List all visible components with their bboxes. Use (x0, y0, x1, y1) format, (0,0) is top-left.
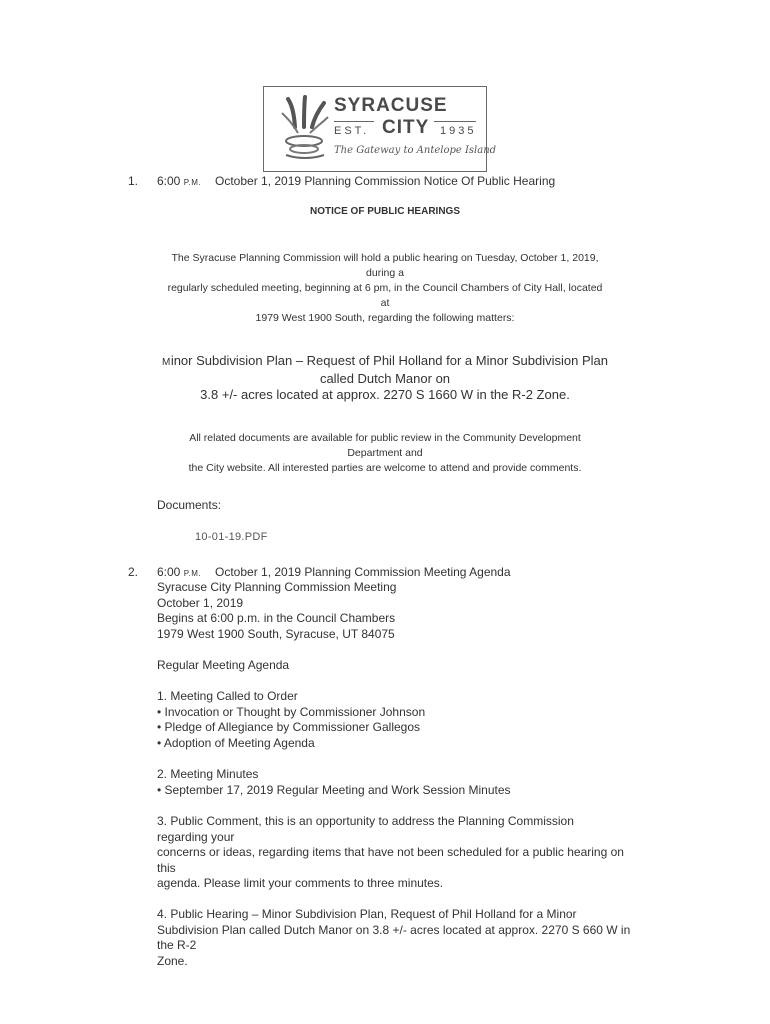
documents-label: Documents: (157, 498, 222, 512)
agenda-line: 2. Meeting Minutes (157, 767, 259, 781)
item-1-time: 6:00 P.M. (157, 174, 202, 188)
document-link[interactable]: 10-01-19.PDF (195, 531, 268, 543)
item-2-title[interactable]: October 1, 2019 Planning Commission Meeting Agenda (215, 565, 511, 579)
meeting-header-line: Syracuse City Planning Commission Meeting (157, 580, 397, 594)
agenda-line: 1. Meeting Called to Order (157, 689, 298, 703)
agenda-title: Regular Meeting Agenda (157, 658, 290, 672)
notice-matter-line: called Dutch Manor on (319, 371, 451, 386)
agenda-line: 4. Public Hearing – Minor Subdivision Plan, Request of Phil Holland for a Minor (157, 907, 577, 921)
cattail-icon (274, 93, 334, 165)
notice-intro-line: at (380, 297, 390, 309)
logo-est: EST. (334, 125, 370, 137)
agenda-section-2 (157, 767, 511, 798)
logo-rule-right (434, 121, 476, 122)
agenda-line: • Pledge of Allegiance by Commissioner Gallegos (157, 720, 421, 734)
logo-name: SYRACUSE (334, 95, 448, 116)
agenda-line: 3. Public Comment, this is an opportunity to address the Planning Commission (157, 814, 574, 828)
agenda-line: • September 17, 2019 Regular Meeting and Work Session Minutes (157, 782, 511, 797)
notice-intro-line: regularly scheduled meeting, beginning at 6 pm, in the Council Chambers of City Hall, located (167, 282, 603, 294)
logo-tagline: The Gateway to Antelope Island (334, 145, 497, 156)
logo-year: 1935 (440, 125, 477, 137)
notice-review-line: the City website. All interested parties are welcome to attend and provide comments. (188, 462, 582, 474)
notice-intro-line: The Syracuse Planning Commission will hold a public hearing on Tuesday, October 1, 2019, (171, 252, 599, 264)
agenda-line: Zone. (157, 953, 188, 968)
notice-intro (0, 251, 770, 326)
item-1-number: 1. (128, 174, 139, 188)
agenda-line: • Invocation or Thought by Commissioner Johnson (157, 704, 426, 719)
item-1-title[interactable]: October 1, 2019 Planning Commission Notice Of Public Hearing (215, 174, 556, 188)
notice-review-line: Department and (347, 447, 423, 459)
item-2-number: 2. (128, 565, 139, 579)
agenda-section-3 (157, 814, 624, 892)
agenda-line: • Adoption of Meeting Agenda (157, 735, 315, 750)
agenda-section-1 (157, 689, 425, 751)
notice-matter-line: Minor Subdivision Plan – Request of Phil Holland for a Minor Subdivision Plan (161, 353, 609, 368)
notice-heading: NOTICE OF PUBLIC HEARINGS (309, 206, 460, 217)
notice-review (0, 431, 770, 476)
logo-city: CITY (382, 117, 430, 138)
item-2-time: 6:00 P.M. (157, 565, 202, 579)
meeting-header-line: 1979 West 1900 South, Syracuse, UT 84075 (157, 626, 395, 641)
notice-matter (0, 353, 770, 403)
notice-matter-line: 3.8 +/- acres located at approx. 2270 S 1660 W in the R-2 Zone. (200, 387, 570, 402)
logo-rule-left (334, 121, 374, 122)
meeting-header-line: October 1, 2019 (157, 595, 244, 610)
agenda-line: this (157, 860, 176, 875)
notice-intro-line: during a (366, 267, 404, 279)
agenda-line: concerns or ideas, regarding items that have not been scheduled for a public hearing on (157, 845, 624, 859)
agenda-line: Subdivision Plan called Dutch Manor on 3.8 +/- acres located at approx. 2270 S 660 W in (157, 922, 631, 937)
agenda-section-4 (157, 907, 630, 969)
agenda-line: regarding your (157, 829, 235, 844)
agenda-line: the R-2 (157, 938, 197, 952)
meeting-header (157, 580, 396, 642)
notice-review-line: All related documents are available for public review in the Community Development (189, 432, 581, 444)
notice-intro-line: 1979 West 1900 South, regarding the following matters: (255, 312, 515, 324)
city-logo (263, 86, 497, 172)
meeting-header-line: Begins at 6:00 p.m. in the Council Chambers (157, 611, 396, 625)
agenda-line: agenda. Please limit your comments to three minutes. (157, 876, 444, 890)
